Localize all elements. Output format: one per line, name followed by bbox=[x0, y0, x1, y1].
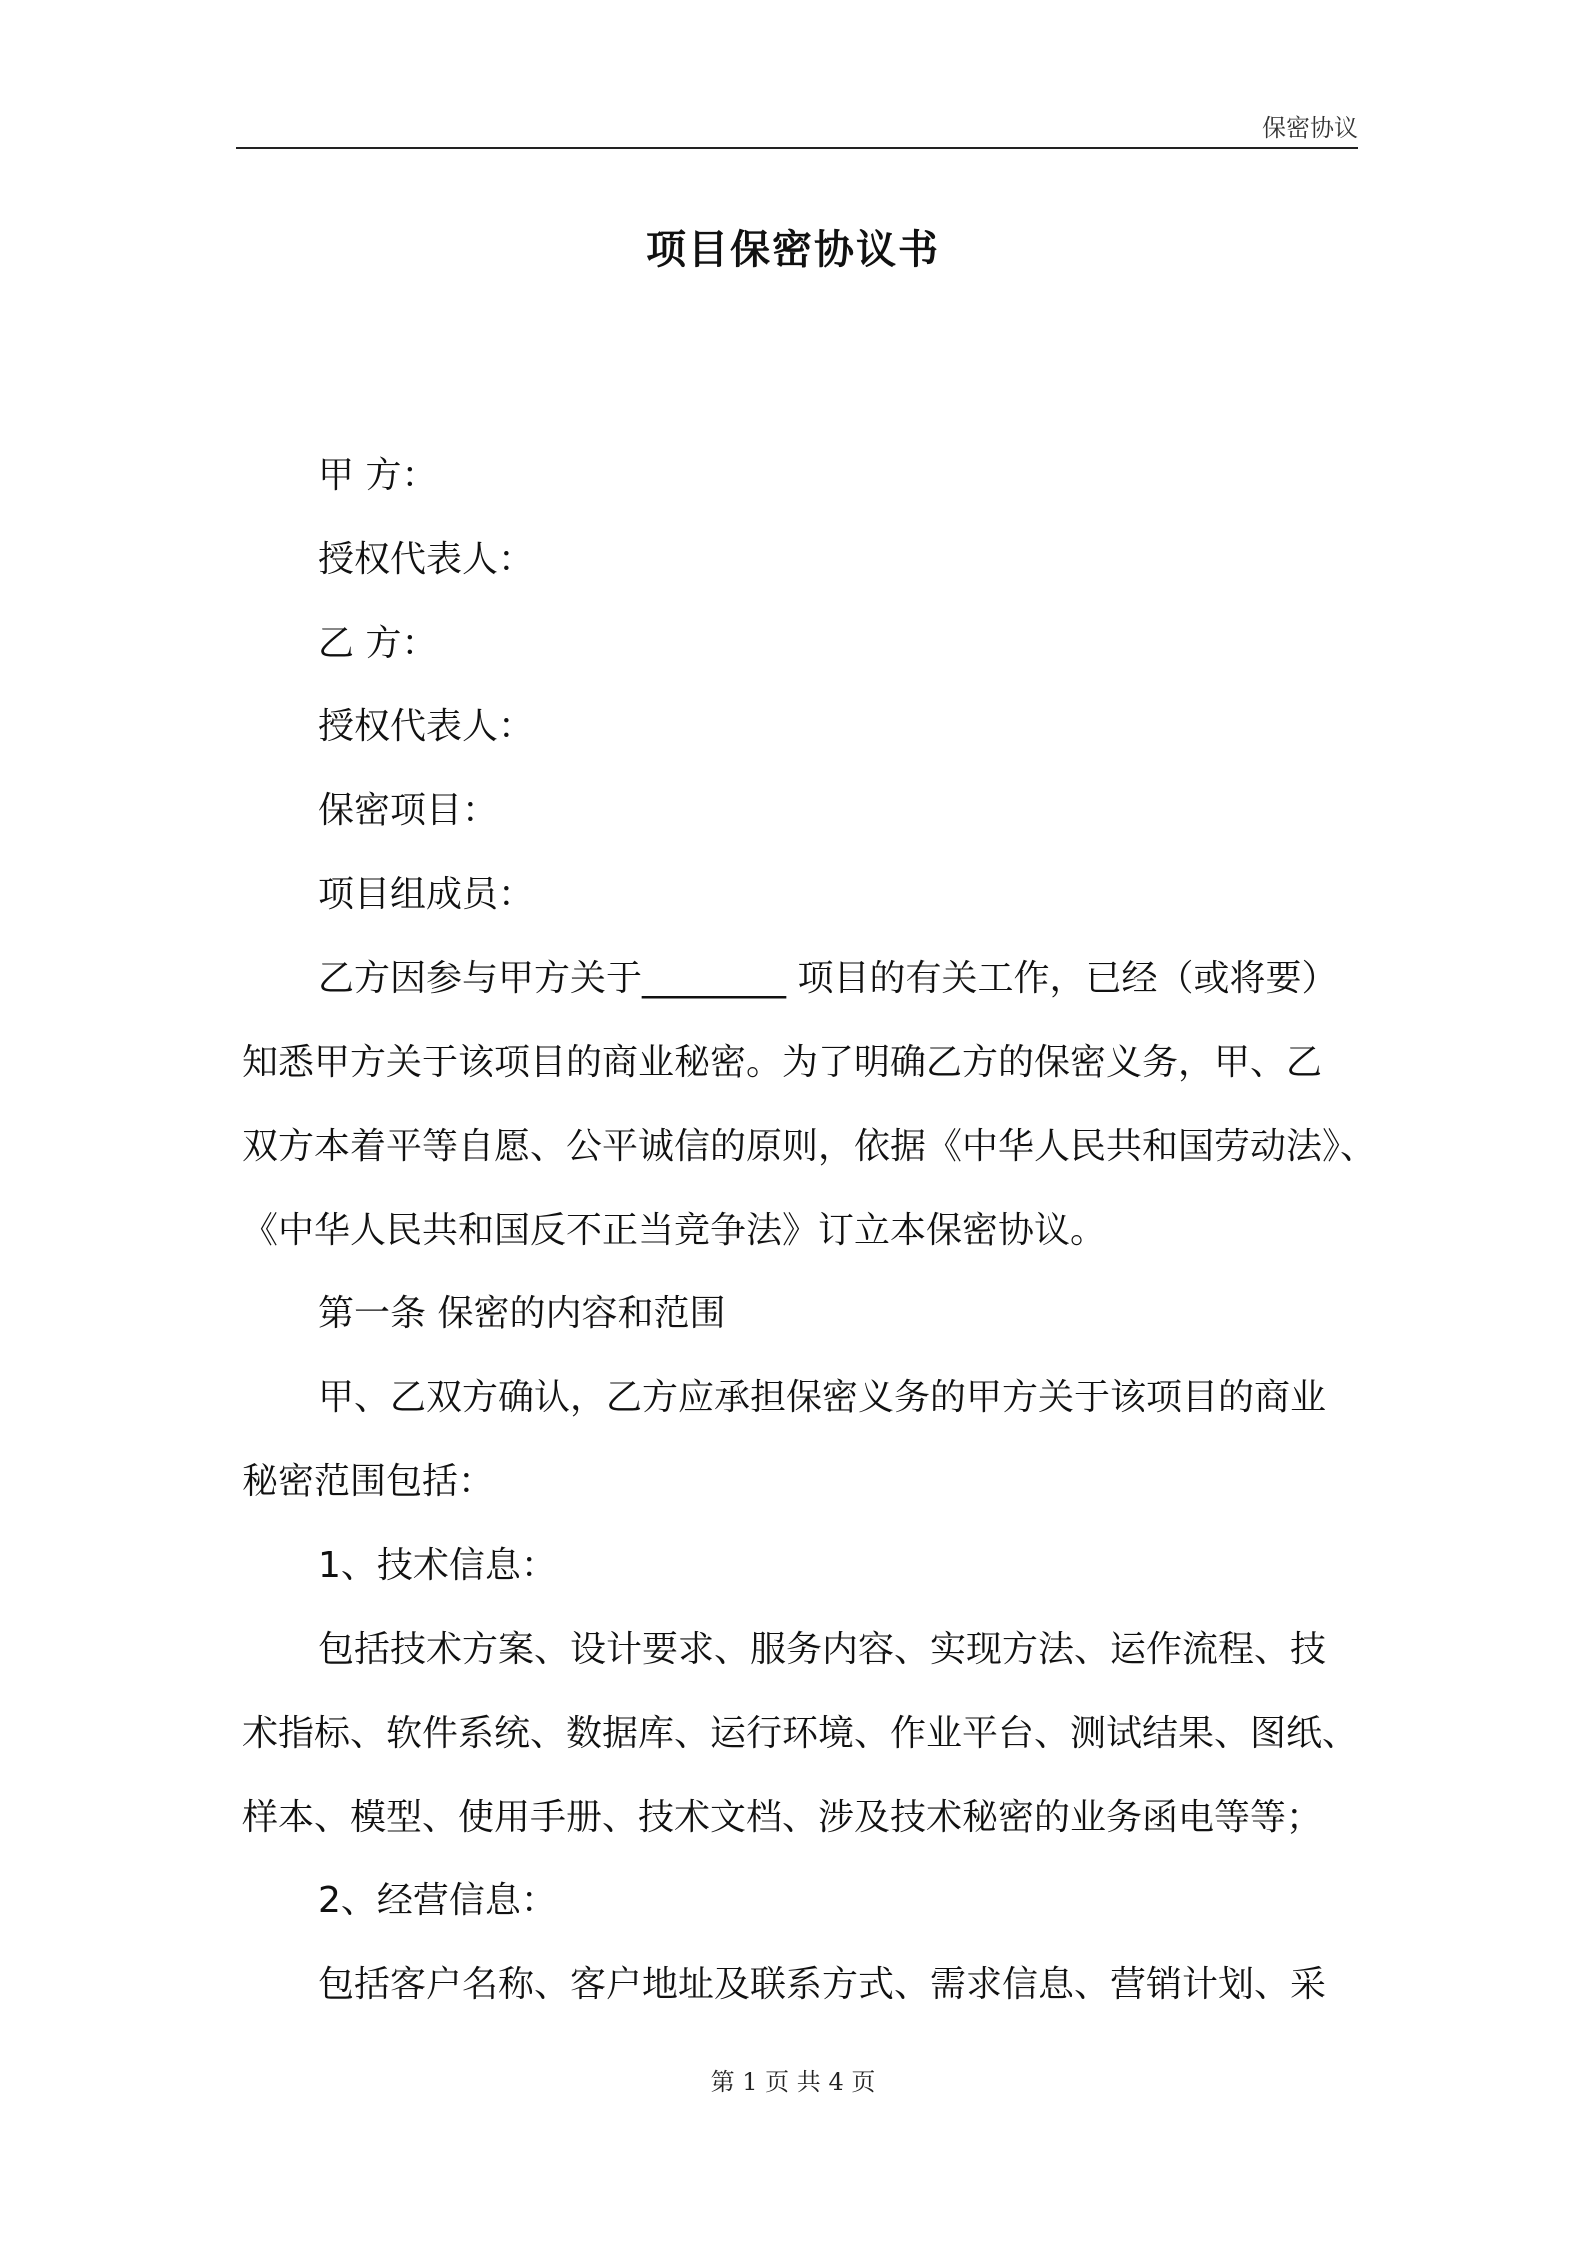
tech-line-1: 包括技术方案、设计要求、服务内容、实现方法、运作流程、技 bbox=[318, 1629, 1327, 1670]
intro-line-2: 知悉甲方关于该项目的商业秘密。为了明确乙方的保密义务，甲、乙 bbox=[242, 1042, 1323, 1083]
running-header: 保密协议 bbox=[1262, 114, 1358, 142]
party-b-label: 乙 方： bbox=[318, 623, 438, 664]
rep-b-label: 授权代表人： bbox=[318, 706, 535, 747]
tech-heading: 1、技术信息： bbox=[318, 1545, 557, 1586]
business-line-1: 包括客户名称、客户地址及联系方式、需求信息、营销计划、采 bbox=[318, 1964, 1327, 2005]
header-rule bbox=[236, 147, 1358, 149]
rep-a-label: 授权代表人： bbox=[318, 539, 535, 580]
members-label: 项目组成员： bbox=[318, 874, 535, 915]
page-footer: 第 1 页 共 4 页 bbox=[710, 2068, 876, 2096]
intro-line-1: 乙方因参与甲方关于________ 项目的有关工作，已经（或将要） bbox=[318, 958, 1338, 999]
intro-line-4: 《中华人民共和国反不正当竞争法》订立本保密协议。 bbox=[242, 1210, 1107, 1251]
article1-heading: 第一条 保密的内容和范围 bbox=[318, 1293, 726, 1334]
business-heading: 2、经营信息： bbox=[318, 1880, 557, 1921]
tech-line-3: 样本、模型、使用手册、技术文档、涉及技术秘密的业务函电等等； bbox=[242, 1797, 1323, 1838]
party-a-label: 甲 方： bbox=[318, 455, 438, 496]
document-title: 项目保密协议书 bbox=[646, 227, 940, 273]
article1-line-1: 甲、乙双方确认，乙方应承担保密义务的甲方关于该项目的商业 bbox=[318, 1377, 1327, 1418]
article1-line-2: 秘密范围包括： bbox=[242, 1461, 495, 1502]
tech-line-2: 术指标、软件系统、数据库、运行环境、作业平台、测试结果、图纸、 bbox=[242, 1713, 1359, 1754]
intro-line-3: 双方本着平等自愿、公平诚信的原则，依据《中华人民共和国劳动法》、 bbox=[242, 1126, 1377, 1167]
project-label: 保密项目： bbox=[318, 790, 499, 831]
